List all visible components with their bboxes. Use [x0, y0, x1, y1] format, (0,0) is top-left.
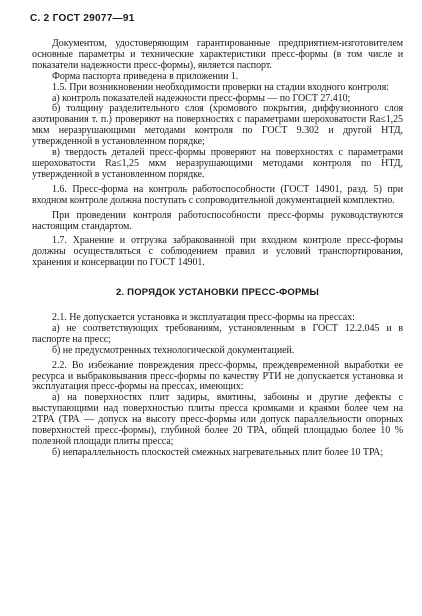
item-2-1-b: б) не предусмотренных технологической документацией.: [52, 344, 295, 356]
clause-1-6: 1.6. Пресс-форма на контроль работоспособности (ГОСТ 14901, разд. 5) при входном контроле должна поступать с сопроводительной документацией комплектно.: [32, 183, 403, 206]
item-1-5-a: а) контроль показателей надежности пресс-формы — по ГОСТ 27.410;: [52, 92, 351, 104]
paragraph-passport: Документом, удостоверяющим гарантированные предприятием-изготовителем основные параметры и технические характеристики пресс-формы (в том числе и показатели надежности пресс-формы), является паспорт.: [32, 38, 403, 71]
item-2-1-a: а) не соответствующих требованиям, установленным в ГОСТ 12.2.045 и в паспорте на пресс;: [32, 322, 403, 345]
clause-2-1: 2.1. Не допускается установка и эксплуатация пресс-формы на прессах:: [52, 312, 355, 324]
paragraph-passport-form: Форма паспорта приведена в приложении 1.: [52, 70, 239, 82]
item-1-5-b: б) толщину разделительного слоя (хромового покрытия, диффузионного слоя азотирования т. п.) проверяют на поверхностях с параметрами шероховатости Ra≤1,25 мкм неразрушающими методами контроля по ГОСТ 9.302 и другой НТД, утвержденной в установленном порядке;: [32, 103, 403, 148]
item-2-2-a: а) на поверхностях плит задиры, вмятины, забоины и другие дефекты с выступающими над поверхностью плиты пресса кромками и краями более чем на 2ТРА (ТРА — допуск на высоту пресс-формы или допуск параллельности опорных поверхностей пресс-формы), глубиной более 20 ТРА, общей площадью более 10 % полезной площади плиты пресса;: [32, 392, 403, 447]
body-text: [32, 39, 403, 459]
clause-1-5: 1.5. При возникновении необходимости проверки на стадии входного контроля:: [52, 81, 389, 93]
clause-2-2: 2.2. Во избежание повреждения пресс-формы, преждевременной выработки ее ресурса и выбраковывания пресс-формы по качеству РТИ не допускается установка и эксплуатация пресс-формы на прессах, имеющих:: [32, 359, 403, 393]
running-head: С. 2 ГОСТ 29077—91: [30, 13, 135, 24]
paragraph-operability-control: При проведении контроля работоспособности пресс-формы руководствуются настоящим стандартом.: [32, 209, 403, 232]
item-2-2-b: б) непараллельность плоскостей смежных нагревательных плит более 10 ТРА;: [52, 446, 384, 458]
section-title: 2. ПОРЯДОК УСТАНОВКИ ПРЕСС-ФОРМЫ: [116, 287, 319, 299]
item-1-5-v: в) твердость деталей пресс-формы проверяют на поверхностях с параметрами шероховатости Ra≤1,25 мкм неразрушающими методами контроля по НТД, утвержденной в установленном порядке.: [32, 147, 403, 180]
clause-1-7: 1.7. Хранение и отгрузка забракованной при входном контроле пресс-формы должны осуществляться с соблюдением правил и условий транспортирования, хранения и консервации по ГОСТ 14901.: [32, 235, 403, 269]
